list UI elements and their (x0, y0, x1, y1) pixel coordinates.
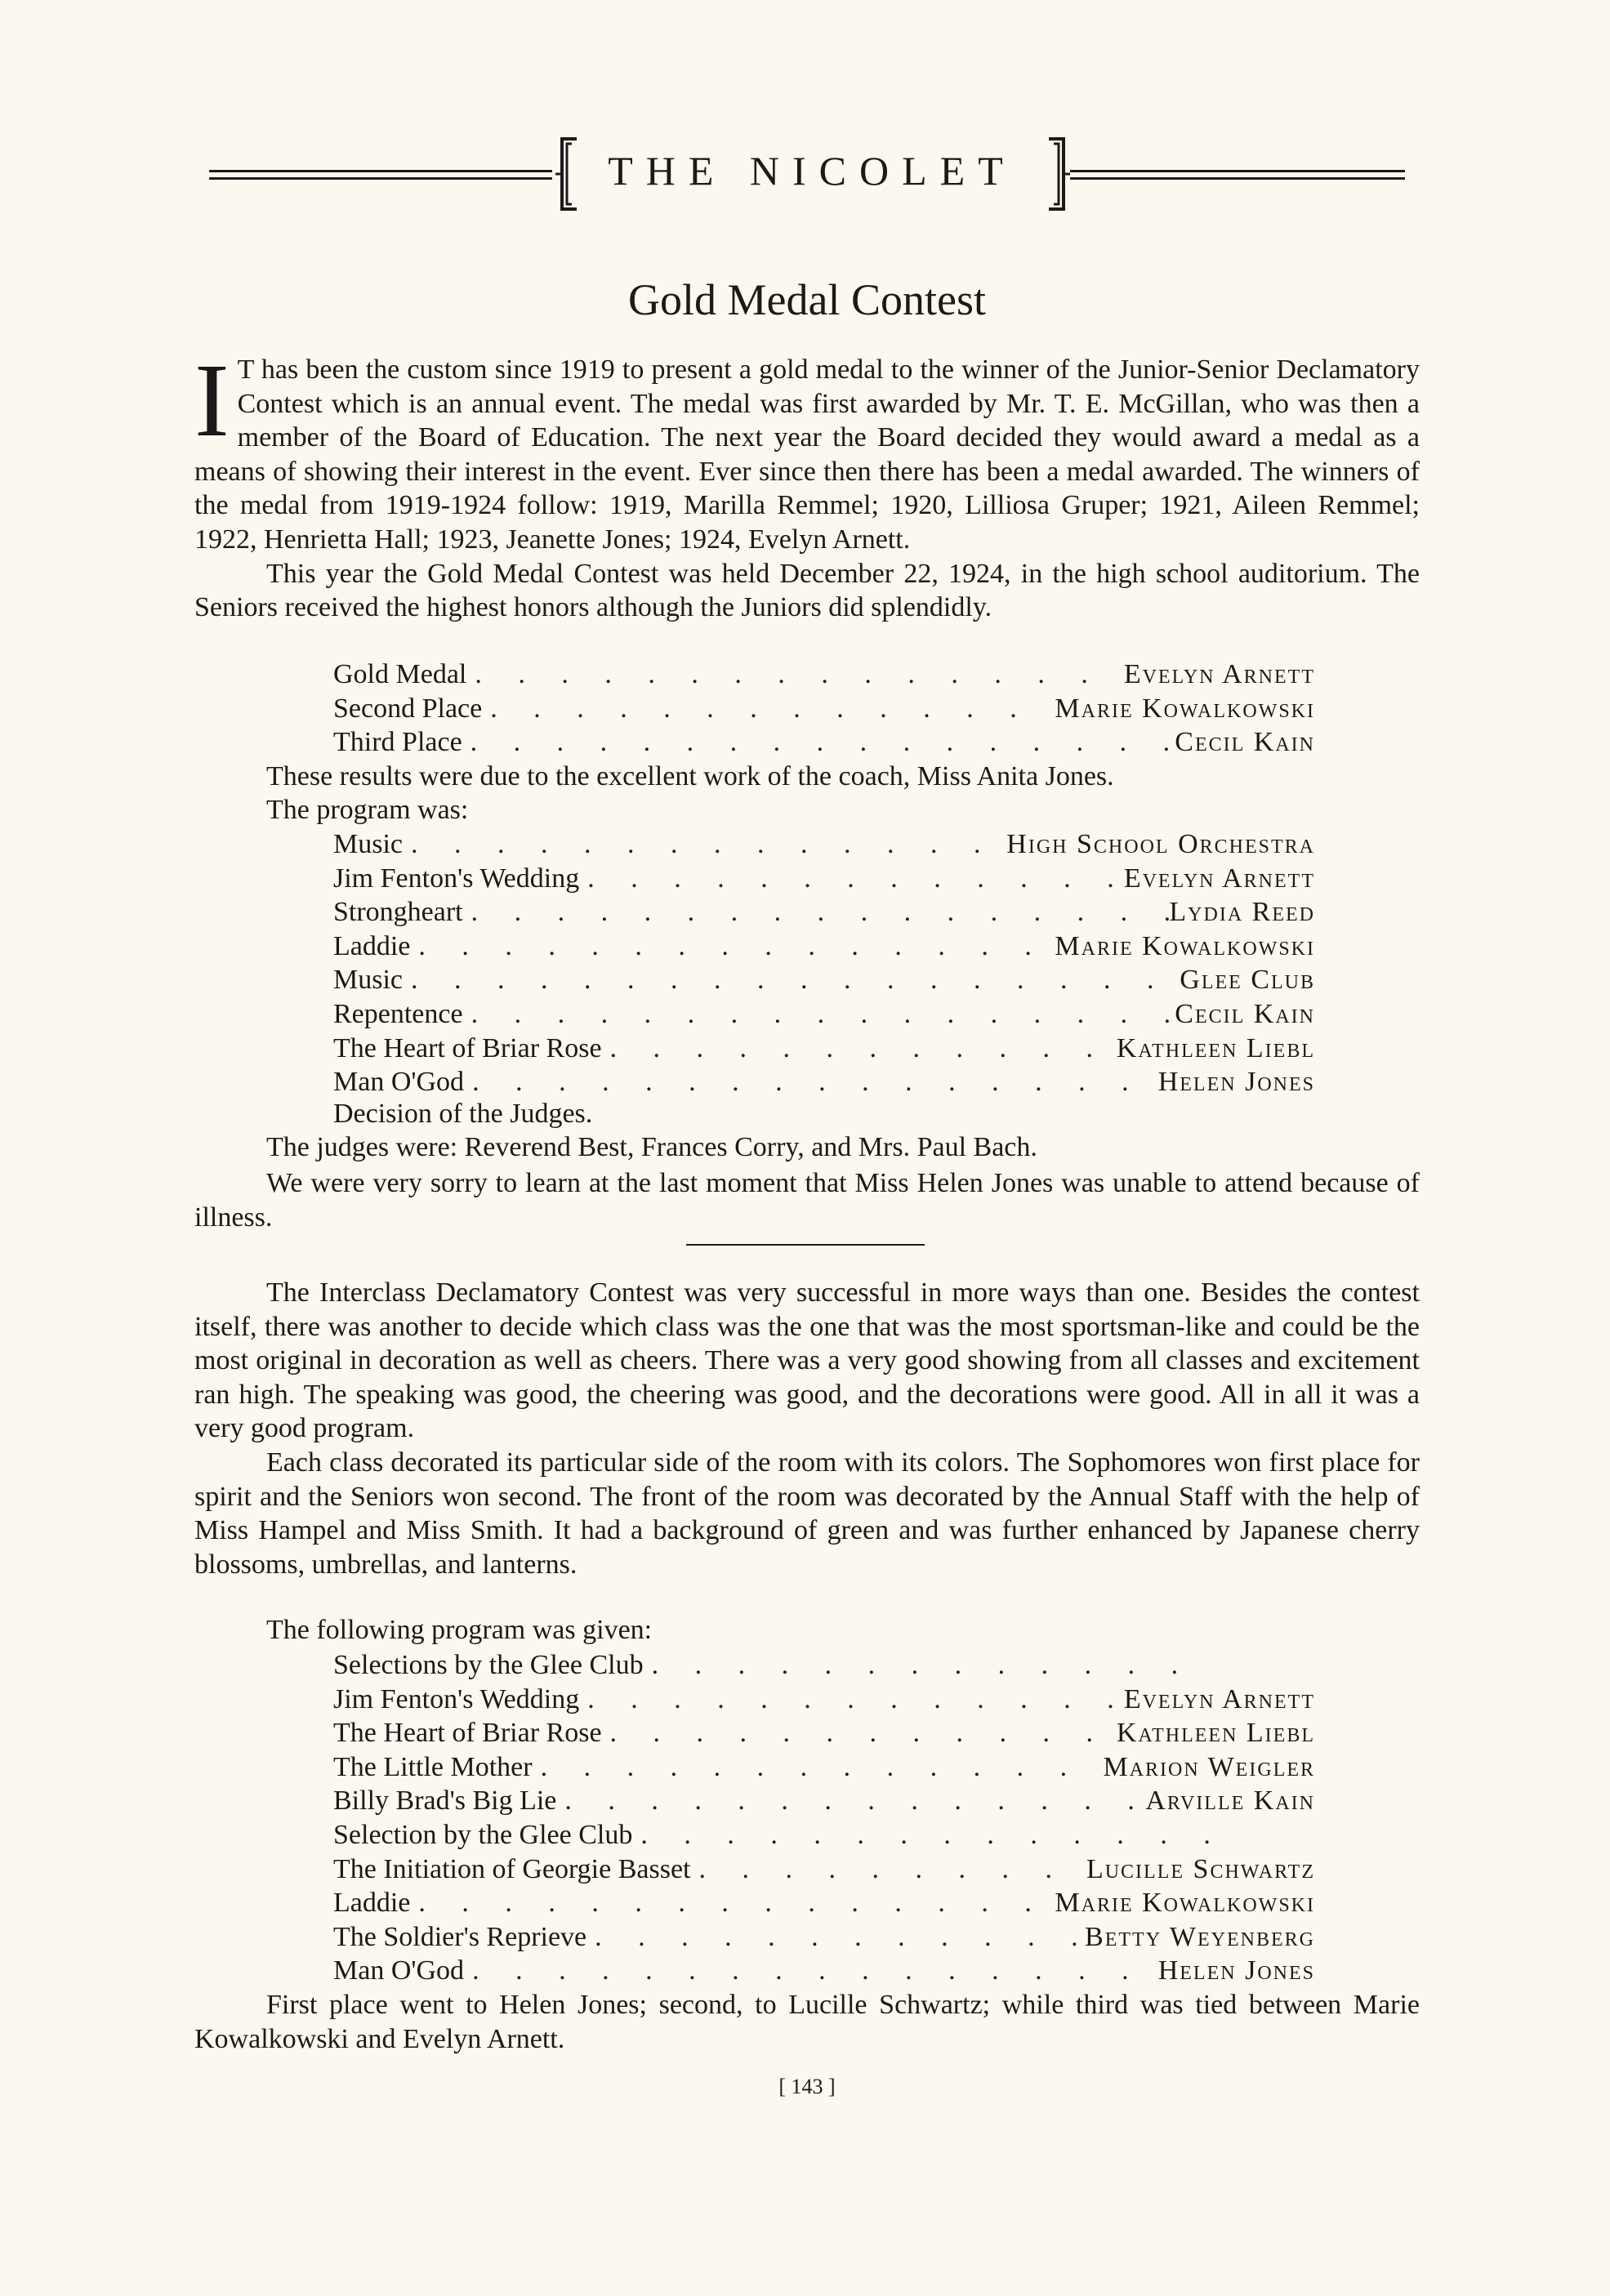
program-performer: Marie Kowalkowski (1055, 1888, 1315, 1919)
program-row (333, 963, 1315, 997)
masthead-title: THE NICOLET (608, 148, 1016, 194)
program-row (333, 1032, 1315, 1066)
awards-list (333, 658, 1315, 760)
program-performer: Lucille Schwartz (1086, 1853, 1315, 1884)
program-row (333, 1920, 1315, 1955)
program-item: Strongheart (333, 897, 463, 928)
program-list-1 (333, 827, 1315, 1099)
decoration-paragraph: Each class decorated its particular side of the room with its colors. The Sophomores won first place for spirit and the Seniors won second. The front of the room was decorated by the Annual Staff with the help of Miss Hampel and Miss Smith. It had a background of green and was further enhanced by Japanese cherry blossoms, umbrellas, and lanterns. (194, 1447, 1420, 1580)
program-item: Laddie (333, 1888, 411, 1919)
program-item: Selection by the Glee Club (333, 1819, 633, 1850)
program-list-2 (333, 1648, 1315, 1988)
award-winner: Cecil Kain (1175, 727, 1315, 758)
intro-paragraph-text: T has been the custom since 1919 to present a gold medal to the winner of the Junior-Senior Declamatory Contest which is an annual event. The medal was first awarded by Mr. T. E. McGillan, who was then a member of the Board of Education. The next year the Board decided they would award a medal as a means of showing their interest in the event. Ever since then there has been a medal awarded. The winners of the medal from 1919-1924 follow: 1919, Marilla Remmel; 1920, Lilliosa Gruper; 1921, Aileen Remmel; 1922, Henrietta Hall; 1923, Jeanette Jones; 1924, Evelyn Arnett. (194, 354, 1420, 555)
award-row (333, 725, 1315, 760)
dropcap-letter: I (194, 342, 230, 458)
results-block (194, 1988, 1420, 2056)
masthead-rule-right (1070, 170, 1405, 180)
leader-dots (482, 692, 1055, 726)
program-performer: Lydia Reed (1169, 897, 1315, 928)
leader-dots (403, 963, 1180, 997)
section2-body (194, 1276, 1420, 1581)
program-item: Billy Brad's Big Lie (333, 1786, 557, 1817)
award-place: Gold Medal (333, 659, 467, 689)
masthead (194, 132, 1420, 214)
program-performer: Evelyn Arnett (1123, 863, 1315, 894)
program-item: Repentence (333, 998, 463, 1029)
leader-dots (410, 930, 1055, 964)
award-place: Third Place (333, 727, 462, 758)
program-item: Jim Fenton's Wedding (333, 1683, 580, 1714)
program-row (333, 1065, 1315, 1099)
decision-line: Decision of the Judges. (333, 1099, 593, 1129)
leader-dots (410, 1886, 1055, 1920)
intro-paragraph (194, 342, 1420, 557)
results-paragraph: First place went to Helen Jones; second, to Lucille Schwartz; while third was tied between Marie Kowalkowski and Evelyn Arnett. (194, 1990, 1420, 2054)
section-divider (686, 1244, 925, 1246)
program-row (333, 1852, 1315, 1887)
leader-dots (556, 1784, 1145, 1818)
leader-dots (464, 1954, 1158, 1988)
program-item: The Soldier's Reprieve (333, 1921, 587, 1952)
contest-date-paragraph: This year the Gold Medal Contest was held December 22, 1924, in the high school auditorium. The Seniors received the highest honors although the Juniors did splendidly. (194, 558, 1420, 623)
illness-paragraph: We were very sorry to learn at the last moment that Miss Helen Jones was unable to attend because of illness. (194, 1168, 1420, 1233)
leader-dots (466, 658, 1123, 692)
section1-intro (194, 342, 1420, 625)
program-item: Man O'God (333, 1067, 465, 1098)
program-performer: Kathleen Liebl (1116, 1032, 1315, 1063)
program-item: The Heart of Briar Rose (333, 1718, 602, 1749)
leader-dots (602, 1032, 1117, 1066)
program-item: Laddie (333, 930, 411, 961)
leader-dots (644, 1648, 1199, 1683)
award-row (333, 692, 1315, 726)
program-performer: Helen Jones (1157, 1955, 1315, 1986)
left-bracket-ornament (554, 136, 582, 212)
article-title: Gold Medal Contest (628, 275, 986, 324)
program-row (333, 1648, 1199, 1683)
program-row (333, 895, 1315, 930)
program-intro-2: The following program was given: (266, 1615, 653, 1645)
program-item: Selections by the Glee Club (333, 1650, 644, 1680)
program-row (333, 1750, 1315, 1785)
program-performer: Marie Kowalkowski (1055, 930, 1315, 961)
right-bracket-ornament (1044, 136, 1072, 212)
leader-dots (579, 862, 1124, 896)
award-winner: Marie Kowalkowski (1055, 693, 1315, 724)
program-item: The Initiation of Georgie Basset (333, 1853, 691, 1884)
page-number: [ 143 ] (778, 2075, 836, 2098)
program-item: Music (333, 965, 403, 996)
program-performer: Helen Jones (1157, 1067, 1315, 1098)
program-performer: Evelyn Arnett (1123, 1683, 1315, 1714)
program-performer: Betty Weyenberg (1085, 1921, 1315, 1952)
leader-dots (602, 1716, 1117, 1750)
program-performer: Marion Weigler (1103, 1751, 1315, 1782)
program-row (333, 1683, 1315, 1717)
leader-dots (533, 1750, 1104, 1785)
leader-dots (463, 895, 1170, 930)
coach-line: These results were due to the excellent work of the coach, Miss Anita Jones. (266, 761, 1114, 791)
program-row (333, 862, 1315, 896)
interclass-paragraph: The Interclass Declamatory Contest was very successful in more ways than one. Besides the contest itself, there was another to decide which class was the one that was the most sportsman-like and could be the most original in decoration as well as cheers. There was a very good showing from all classes and excitement ran high. The speaking was good, the cheering was good, and the decorations were good. All in all it was a very good program. (194, 1277, 1420, 1444)
leader-dots (690, 1852, 1086, 1887)
program-row (333, 930, 1315, 964)
program-item: The Little Mother (333, 1751, 533, 1782)
program-row (333, 997, 1315, 1032)
program-performer: Kathleen Liebl (1116, 1718, 1315, 1749)
leader-dots (464, 1065, 1158, 1099)
program-item: Jim Fenton's Wedding (333, 863, 580, 894)
program-performer: High School Orchestra (1006, 829, 1315, 859)
program-item: Man O'God (333, 1955, 465, 1986)
program-performer: Glee Club (1180, 965, 1315, 996)
program-row (333, 1954, 1315, 1988)
program-performer: Cecil Kain (1175, 998, 1315, 1029)
program-row (333, 1716, 1315, 1750)
leader-dots (632, 1818, 1215, 1852)
leader-dots (463, 997, 1175, 1032)
program-row (333, 1886, 1315, 1920)
program-item: The Heart of Briar Rose (333, 1032, 602, 1063)
leader-dots (462, 725, 1175, 760)
masthead-rule-left (209, 170, 552, 180)
award-row (333, 658, 1315, 692)
illness-note (194, 1166, 1420, 1234)
program-intro: The program was: (266, 795, 469, 825)
program-performer: Arville Kain (1145, 1786, 1315, 1817)
leader-dots (586, 1920, 1085, 1955)
program-item: Music (333, 829, 403, 859)
program-row (333, 827, 1315, 862)
leader-dots (579, 1683, 1124, 1717)
program-row (333, 1818, 1215, 1852)
award-winner: Evelyn Arnett (1123, 659, 1315, 689)
award-place: Second Place (333, 693, 483, 724)
program-row (333, 1784, 1315, 1818)
leader-dots (403, 827, 1006, 862)
judges-line: The judges were: Reverend Best, Frances Corry, and Mrs. Paul Bach. (266, 1132, 1037, 1162)
